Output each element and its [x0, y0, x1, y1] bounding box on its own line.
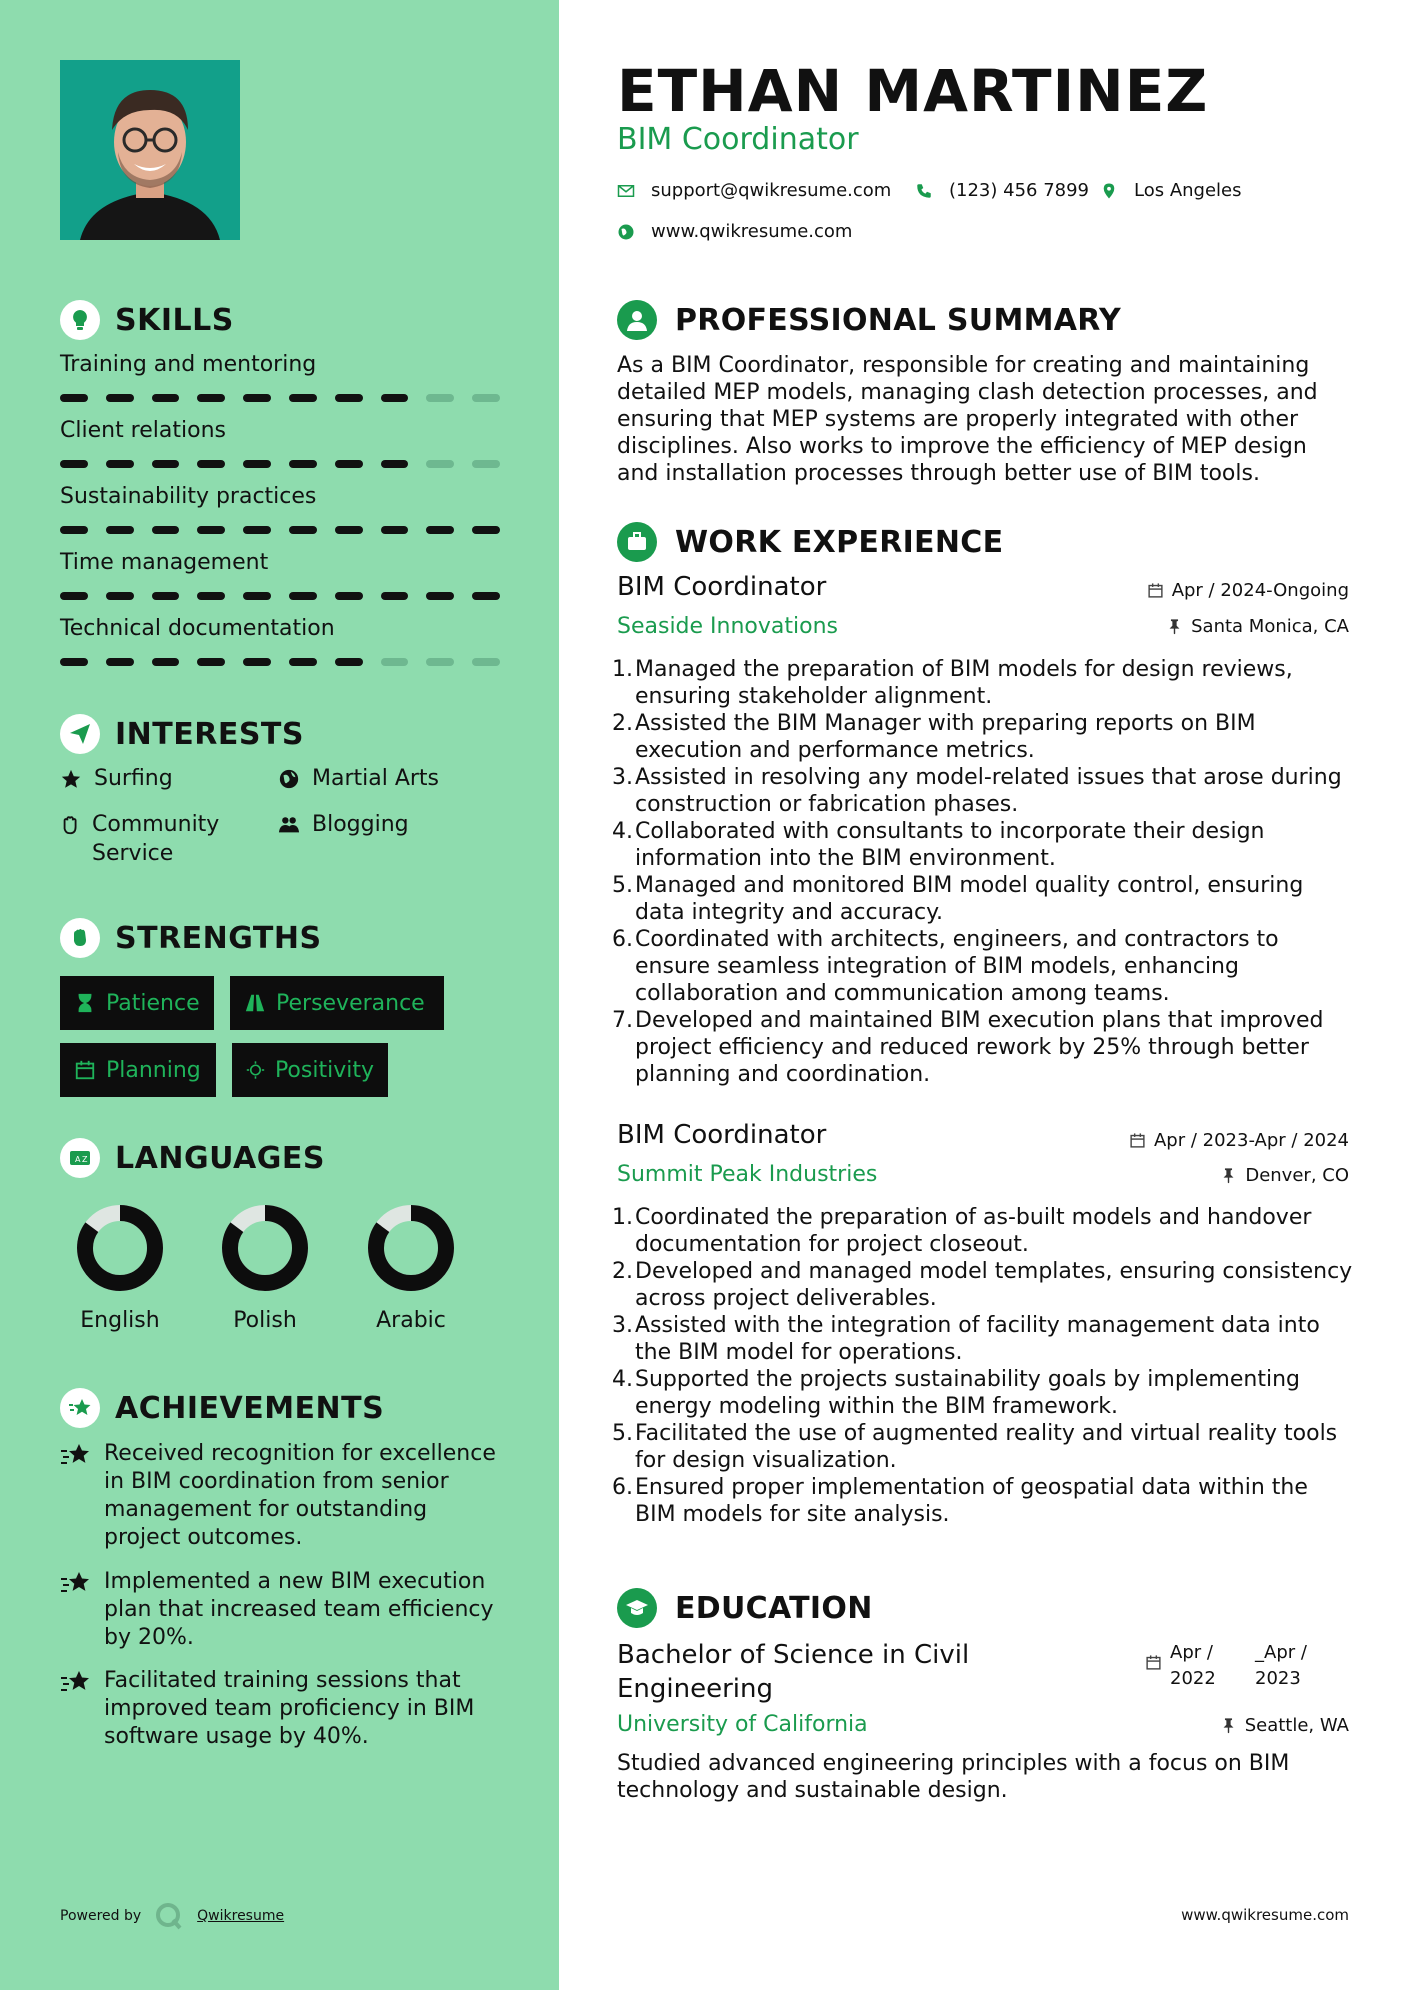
- skill-level-dash: [152, 526, 180, 534]
- star-burst-icon: [60, 1568, 92, 1652]
- summary-text: As a BIM Coordinator, responsible for creating and maintaining detailed MEP models, managing clash detection processes, and ensuring that MEP systems are properly integrated with other disciplines. Also works to improve the efficiency of MEP design and installation processes through better use of BIM tools.: [617, 353, 1318, 486]
- responsibility-item: [612, 764, 1355, 818]
- hand-icon: [60, 810, 82, 839]
- skill-level-dash: [243, 460, 271, 468]
- skill-level-dash: [197, 394, 225, 402]
- contact-location: [1100, 180, 1242, 201]
- achievement-item: [60, 1440, 500, 1552]
- skill-level-dash: [426, 592, 454, 600]
- skill-level-dash: [472, 460, 500, 468]
- responsibility-number: 5.: [612, 873, 633, 898]
- skill-level-dash: [152, 658, 180, 666]
- skill-level-dash: [243, 526, 271, 534]
- achievement-text: Implemented a new BIM execution plan that increased team efficiency by 20%.: [104, 1569, 494, 1650]
- skill-level-dash: [197, 526, 225, 534]
- achievements-title: ACHIEVEMENTS: [115, 1390, 385, 1426]
- user-icon: [617, 300, 657, 340]
- skill-level-dash: [426, 394, 454, 402]
- svg-text:A: A: [75, 1155, 81, 1164]
- pushpin-icon: [1166, 618, 1183, 635]
- svg-text:Z: Z: [82, 1155, 88, 1164]
- interests-heading: [60, 714, 304, 754]
- qwikresume-link[interactable]: Qwikresume: [197, 1908, 285, 1924]
- skill-level-dash: [381, 592, 409, 600]
- achievements-heading: [60, 1388, 384, 1428]
- responsibility-number: 6.: [612, 1475, 633, 1500]
- job-location-text: Santa Monica, CA: [1191, 616, 1349, 637]
- skill-level-dash: [381, 460, 409, 468]
- paper-plane-icon: [60, 714, 100, 754]
- skill-level-dash: [289, 460, 317, 468]
- skill-level-dash: [60, 658, 88, 666]
- responsibility-text: Coordinated the preparation of as-built models and handover documentation for project closeout.: [635, 1205, 1312, 1257]
- responsibility-item: [612, 1366, 1355, 1420]
- star-burst-icon: [60, 1440, 92, 1552]
- responsibility-text: Coordinated with architects, engineers, and contractors to ensure seamless integration of BIM models, enhancing collaboration and communication among teams.: [635, 927, 1279, 1006]
- responsibility-text: Developed and managed model templates, ensuring consistency across project deliverables.: [635, 1259, 1353, 1311]
- strength-label: Positivity: [274, 1057, 374, 1083]
- interests-title: INTERESTS: [115, 716, 304, 752]
- responsibility-text: Developed and maintained BIM execution plans that improved project efficiency and reduced rework by 25% through better planning and coordination.: [635, 1008, 1324, 1087]
- education-start-date: Apr / 2022: [1170, 1642, 1216, 1689]
- globe-icon: [278, 764, 302, 793]
- skill-level-dash: [60, 394, 88, 402]
- skill-item: [60, 482, 500, 534]
- skill-level-dash: [60, 526, 88, 534]
- candidate-role: BIM Coordinator: [617, 122, 859, 157]
- skill-label: Time management: [60, 550, 269, 575]
- skill-label: Sustainability practices: [60, 484, 317, 509]
- graduation-icon: [617, 1588, 657, 1628]
- job-location: [1166, 616, 1349, 637]
- skills-title: SKILLS: [115, 302, 234, 338]
- responsibility-text: Ensured proper implementation of geospatial data within the BIM models for site analysis.: [635, 1475, 1308, 1527]
- language-item: [45, 1204, 195, 1333]
- hourglass-icon: [74, 992, 96, 1014]
- responsibility-item: [612, 710, 1355, 764]
- skill-level-dash: [106, 460, 134, 468]
- education-heading: [617, 1588, 873, 1628]
- education-location: [1220, 1715, 1349, 1736]
- skill-level-dash: [289, 658, 317, 666]
- responsibility-item: [612, 656, 1355, 710]
- skill-level-dash: [472, 394, 500, 402]
- summary-heading: [617, 300, 1121, 340]
- skill-label: Training and mentoring: [60, 352, 317, 377]
- map-pin-icon: [1100, 182, 1118, 200]
- responsibility-item: [612, 1204, 1355, 1258]
- strengths-title: STRENGTHS: [115, 920, 322, 956]
- qwikresume-logo-icon: [155, 1902, 183, 1930]
- briefcase-icon: [617, 522, 657, 562]
- interest-label: Surfing: [94, 766, 173, 791]
- company-name: Seaside Innovations: [617, 614, 838, 639]
- skill-item: [60, 614, 500, 666]
- website-text: www.qwikresume.com: [651, 221, 853, 242]
- email-text: support@qwikresume.com: [651, 180, 892, 201]
- job-location-text: Denver, CO: [1245, 1165, 1349, 1186]
- languages-title: LANGUAGES: [115, 1140, 325, 1176]
- skill-level-dash: [197, 592, 225, 600]
- skill-item: [60, 548, 500, 600]
- lightbulb-icon: [60, 300, 100, 340]
- skill-label: Technical documentation: [60, 616, 335, 641]
- responsibility-item: [612, 1474, 1355, 1528]
- skill-level-dash: [335, 460, 363, 468]
- skill-level-bar: [60, 460, 500, 468]
- candidate-name: ETHAN MARTINEZ: [617, 57, 1209, 125]
- skill-level-bar: [60, 592, 500, 600]
- skill-level-dash: [381, 658, 409, 666]
- skill-level-dash: [335, 658, 363, 666]
- skill-level-dash: [472, 592, 500, 600]
- job-dates: [1129, 1130, 1349, 1151]
- envelope-icon: [617, 182, 635, 200]
- globe-icon: [617, 223, 635, 241]
- job-title: BIM Coordinator: [617, 1120, 827, 1150]
- skill-level-bar: [60, 658, 500, 666]
- phone-icon: [915, 182, 933, 200]
- strength-label: Planning: [106, 1057, 201, 1083]
- achievement-item: [60, 1568, 500, 1652]
- languages-heading: [60, 1138, 325, 1178]
- responsibility-number: 2.: [612, 1259, 633, 1284]
- education-end-date: _Apr / 2023: [1255, 1642, 1307, 1689]
- interest-label: Martial Arts: [312, 766, 440, 791]
- skill-level-dash: [243, 658, 271, 666]
- location-text: Los Angeles: [1134, 180, 1242, 201]
- calendar-icon: [74, 1059, 96, 1081]
- skill-level-dash: [152, 460, 180, 468]
- responsibility-number: 4.: [612, 819, 633, 844]
- responsibility-number: 2.: [612, 711, 633, 736]
- responsibility-number: 5.: [612, 1421, 633, 1446]
- responsibility-text: Managed the preparation of BIM models for design reviews, ensuring stakeholder alignment.: [635, 657, 1293, 709]
- skill-level-dash: [335, 394, 363, 402]
- skill-level-dash: [243, 394, 271, 402]
- skill-level-dash: [289, 526, 317, 534]
- responsibility-text: Supported the projects sustainability goals by implementing energy modeling within the BIM framework.: [635, 1367, 1300, 1419]
- language-level-ring: [367, 1204, 455, 1292]
- skill-level-dash: [152, 592, 180, 600]
- skill-level-dash: [243, 592, 271, 600]
- responsibility-number: 3.: [612, 1313, 633, 1338]
- skill-level-dash: [60, 592, 88, 600]
- sidebar: [0, 0, 559, 1990]
- skill-level-bar: [60, 394, 500, 402]
- responsibility-text: Assisted with the integration of facility management data into the BIM model for operations.: [635, 1313, 1320, 1365]
- star-icon: [60, 764, 84, 793]
- responsibility-item: [612, 1007, 1355, 1088]
- calendar-icon: [1145, 1654, 1162, 1671]
- skill-level-dash: [426, 658, 454, 666]
- education-title: EDUCATION: [675, 1590, 873, 1626]
- users-icon: [278, 810, 302, 839]
- job-dates-text: Apr / 2023-Apr / 2024: [1153, 1130, 1349, 1151]
- interest-item: [60, 810, 240, 868]
- education-description: Studied advanced engineering principles with a focus on BIM technology and sustainable design.: [617, 1751, 1290, 1803]
- strength-badge: [60, 976, 214, 1030]
- responsibility-item: [612, 1258, 1355, 1312]
- skill-level-dash: [289, 394, 317, 402]
- skill-level-dash: [472, 658, 500, 666]
- strength-badge: [60, 1043, 216, 1097]
- education-location-text: Seattle, WA: [1244, 1715, 1349, 1736]
- experience-heading: [617, 522, 1003, 562]
- powered-by: [60, 1902, 284, 1930]
- job-location: [1220, 1165, 1349, 1186]
- skill-level-dash: [106, 592, 134, 600]
- achievement-text: Received recognition for excellence in BIM coordination from senior management for outstanding project outcomes.: [104, 1441, 496, 1550]
- skill-level-dash: [381, 526, 409, 534]
- job-dates-text: Apr / 2024-Ongoing: [1171, 580, 1349, 601]
- job-title: BIM Coordinator: [617, 572, 827, 602]
- skill-level-dash: [106, 526, 134, 534]
- experience-title: WORK EXPERIENCE: [675, 524, 1004, 560]
- language-icon: [60, 1138, 100, 1178]
- responsibility-number: 1.: [612, 1205, 633, 1230]
- responsibility-item: [612, 818, 1355, 872]
- skill-level-dash: [106, 394, 134, 402]
- responsibility-item: [612, 872, 1355, 926]
- star-burst-icon: [60, 1667, 92, 1751]
- language-level-ring: [76, 1204, 164, 1292]
- skill-item: [60, 350, 500, 402]
- strength-label: Patience: [106, 990, 200, 1016]
- skill-level-dash: [197, 658, 225, 666]
- interest-label: Blogging: [312, 812, 409, 837]
- responsibility-item: [612, 1420, 1355, 1474]
- skill-level-dash: [335, 526, 363, 534]
- strength-badge: [232, 1043, 388, 1097]
- strengths-heading: [60, 918, 322, 958]
- responsibility-number: 3.: [612, 765, 633, 790]
- pushpin-icon: [1220, 1717, 1237, 1734]
- powered-by-label: Powered by: [60, 1908, 142, 1924]
- contact-website[interactable]: [617, 221, 852, 242]
- degree-name: Bachelor of Science in Civil Engineering: [617, 1640, 970, 1704]
- skill-level-dash: [426, 460, 454, 468]
- strength-label: Perseverance: [276, 990, 425, 1016]
- skill-label: Client relations: [60, 418, 226, 443]
- language-item: [336, 1204, 486, 1333]
- language-level-ring: [221, 1204, 309, 1292]
- interest-label: Community Service: [92, 812, 220, 866]
- calendar-icon: [1129, 1132, 1146, 1149]
- skill-level-dash: [152, 394, 180, 402]
- school-name: University of California: [617, 1712, 868, 1737]
- skill-level-dash: [197, 460, 225, 468]
- skill-level-bar: [60, 526, 500, 534]
- award-star-icon: [60, 1388, 100, 1428]
- contact-phone[interactable]: [915, 180, 1089, 201]
- skill-level-dash: [426, 526, 454, 534]
- summary-title: PROFESSIONAL SUMMARY: [675, 302, 1122, 338]
- responsibility-text: Assisted in resolving any model-related issues that arose during construction or fabrication phases.: [635, 765, 1342, 817]
- responsibility-text: Managed and monitored BIM model quality control, ensuring data integrity and accuracy.: [635, 873, 1304, 925]
- strength-badge: [230, 976, 444, 1030]
- skill-item: [60, 416, 500, 468]
- company-name: Summit Peak Industries: [617, 1162, 878, 1187]
- skill-level-dash: [60, 460, 88, 468]
- skill-level-dash: [289, 592, 317, 600]
- contact-email[interactable]: [617, 180, 891, 201]
- language-label: English: [80, 1308, 160, 1333]
- phone-text: (123) 456 7899: [949, 180, 1090, 201]
- skill-level-dash: [381, 394, 409, 402]
- responsibility-text: Collaborated with consultants to incorporate their design information into the BIM environment.: [635, 819, 1265, 871]
- achievement-text: Facilitated training sessions that improved team proficiency in BIM software usage by 40%.: [104, 1668, 475, 1749]
- road-icon: [244, 992, 266, 1014]
- skill-level-dash: [472, 526, 500, 534]
- language-label: Polish: [233, 1308, 297, 1333]
- sun-icon: [246, 1059, 265, 1081]
- responsibility-text: Assisted the BIM Manager with preparing reports on BIM execution and performance metrics.: [635, 711, 1256, 763]
- responsibility-item: [612, 1312, 1355, 1366]
- skill-level-dash: [106, 658, 134, 666]
- responsibility-item: [612, 926, 1355, 1007]
- pushpin-icon: [1220, 1167, 1237, 1184]
- responsibility-text: Facilitated the use of augmented reality and virtual reality tools for design visualization.: [635, 1421, 1338, 1473]
- responsibility-number: 7.: [612, 1008, 633, 1033]
- interest-item: [278, 764, 439, 793]
- footer-url[interactable]: www.qwikresume.com: [1181, 1906, 1349, 1924]
- skills-heading: [60, 300, 234, 340]
- calendar-icon: [1147, 582, 1164, 599]
- profile-photo: [60, 60, 240, 240]
- job-dates: [1147, 580, 1349, 601]
- responsibility-number: 4.: [612, 1367, 633, 1392]
- interest-item: [60, 764, 173, 793]
- skill-level-dash: [335, 592, 363, 600]
- responsibility-number: 1.: [612, 657, 633, 682]
- job-responsibilities: [612, 656, 1355, 1088]
- responsibility-number: 6.: [612, 927, 633, 952]
- language-item: [190, 1204, 340, 1333]
- language-label: Arabic: [376, 1308, 446, 1333]
- interest-item: [278, 810, 409, 839]
- fist-icon: [60, 918, 100, 958]
- job-responsibilities: [612, 1204, 1355, 1528]
- achievement-item: [60, 1667, 500, 1751]
